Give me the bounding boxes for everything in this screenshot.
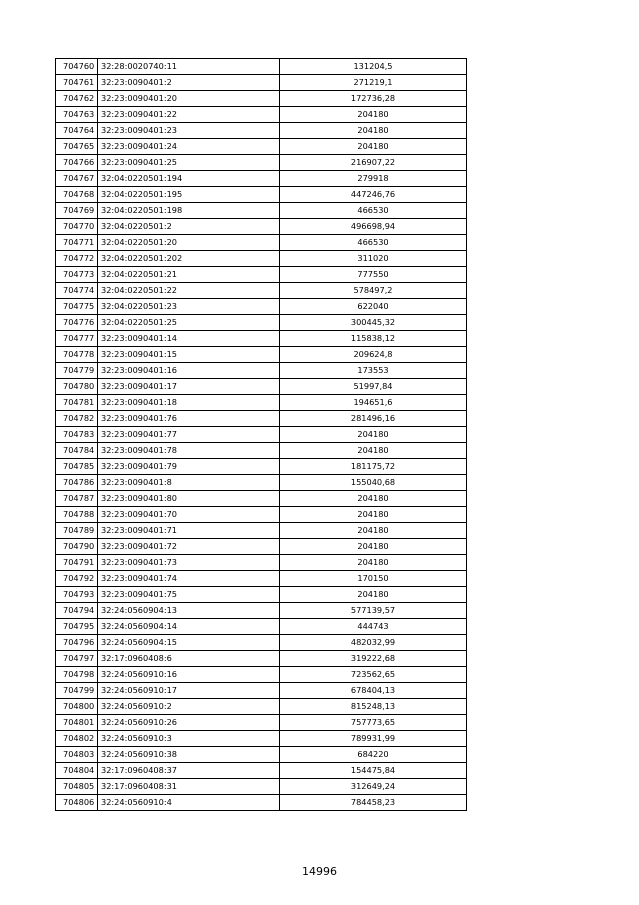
row-id-cell: 704791 (56, 555, 98, 571)
row-id-cell: 704775 (56, 299, 98, 315)
cadastral-number-cell: 32:23:0090401:75 (98, 587, 280, 603)
row-id-cell: 704786 (56, 475, 98, 491)
table-row (56, 267, 467, 283)
cadastral-table (55, 58, 467, 811)
cadastral-number-cell: 32:24:0560904:14 (98, 619, 280, 635)
row-id-cell: 704783 (56, 427, 98, 443)
cadastral-number-cell: 32:23:0090401:23 (98, 123, 280, 139)
cadastral-number-cell: 32:23:0090401:72 (98, 539, 280, 555)
row-id-cell: 704789 (56, 523, 98, 539)
row-id-cell: 704779 (56, 363, 98, 379)
cadastral-number-cell: 32:24:0560910:4 (98, 795, 280, 811)
cadastral-number-cell: 32:23:0090401:80 (98, 491, 280, 507)
cadastral-number-cell: 32:23:0090401:8 (98, 475, 280, 491)
cadastral-number-cell: 32:23:0090401:78 (98, 443, 280, 459)
row-id-cell: 704776 (56, 315, 98, 331)
value-cell: 181175,72 (280, 459, 467, 475)
value-cell: 204180 (280, 523, 467, 539)
value-cell: 115838,12 (280, 331, 467, 347)
table-row (56, 123, 467, 139)
table-row (56, 363, 467, 379)
value-cell: 204180 (280, 491, 467, 507)
table-row (56, 763, 467, 779)
row-id-cell: 704767 (56, 171, 98, 187)
table-row (56, 459, 467, 475)
value-cell: 204180 (280, 555, 467, 571)
value-cell: 204180 (280, 539, 467, 555)
cadastral-number-cell: 32:24:0560904:13 (98, 603, 280, 619)
row-id-cell: 704782 (56, 411, 98, 427)
row-id-cell: 704772 (56, 251, 98, 267)
value-cell: 482032,99 (280, 635, 467, 651)
row-id-cell: 704797 (56, 651, 98, 667)
cadastral-number-cell: 32:24:0560910:26 (98, 715, 280, 731)
cadastral-number-cell: 32:04:0220501:198 (98, 203, 280, 219)
row-id-cell: 704793 (56, 587, 98, 603)
table-row (56, 571, 467, 587)
cadastral-number-cell: 32:24:0560910:2 (98, 699, 280, 715)
cadastral-number-cell: 32:04:0220501:2 (98, 219, 280, 235)
row-id-cell: 704805 (56, 779, 98, 795)
cadastral-number-cell: 32:04:0220501:202 (98, 251, 280, 267)
row-id-cell: 704765 (56, 139, 98, 155)
value-cell: 789931,99 (280, 731, 467, 747)
cadastral-number-cell: 32:24:0560910:3 (98, 731, 280, 747)
table-row (56, 427, 467, 443)
table-row (56, 443, 467, 459)
cadastral-number-cell: 32:23:0090401:17 (98, 379, 280, 395)
cadastral-number-cell: 32:04:0220501:25 (98, 315, 280, 331)
table-row (56, 683, 467, 699)
table-row (56, 491, 467, 507)
table-row (56, 779, 467, 795)
table-row (56, 107, 467, 123)
row-id-cell: 704762 (56, 91, 98, 107)
cadastral-number-cell: 32:23:0090401:15 (98, 347, 280, 363)
row-id-cell: 704770 (56, 219, 98, 235)
row-id-cell: 704774 (56, 283, 98, 299)
table-row (56, 171, 467, 187)
cadastral-number-cell: 32:23:0090401:71 (98, 523, 280, 539)
value-cell: 300445,32 (280, 315, 467, 331)
value-cell: 194651,6 (280, 395, 467, 411)
row-id-cell: 704763 (56, 107, 98, 123)
row-id-cell: 704773 (56, 267, 98, 283)
cadastral-number-cell: 32:23:0090401:20 (98, 91, 280, 107)
value-cell: 271219,1 (280, 75, 467, 91)
value-cell: 51997,84 (280, 379, 467, 395)
cadastral-number-cell: 32:17:0960408:31 (98, 779, 280, 795)
row-id-cell: 704761 (56, 75, 98, 91)
table-row (56, 155, 467, 171)
row-id-cell: 704768 (56, 187, 98, 203)
value-cell: 204180 (280, 107, 467, 123)
value-cell: 204180 (280, 139, 467, 155)
cadastral-number-cell: 32:23:0090401:24 (98, 139, 280, 155)
row-id-cell: 704806 (56, 795, 98, 811)
table-row (56, 667, 467, 683)
row-id-cell: 704788 (56, 507, 98, 523)
row-id-cell: 704800 (56, 699, 98, 715)
table-row (56, 731, 467, 747)
table-row (56, 619, 467, 635)
value-cell: 466530 (280, 235, 467, 251)
value-cell: 577139,57 (280, 603, 467, 619)
cadastral-number-cell: 32:24:0560904:15 (98, 635, 280, 651)
row-id-cell: 704792 (56, 571, 98, 587)
table-row (56, 507, 467, 523)
table-row (56, 347, 467, 363)
value-cell: 131204,5 (280, 59, 467, 75)
value-cell: 281496,16 (280, 411, 467, 427)
row-id-cell: 704766 (56, 155, 98, 171)
row-id-cell: 704760 (56, 59, 98, 75)
table-row (56, 411, 467, 427)
cadastral-number-cell: 32:04:0220501:194 (98, 171, 280, 187)
value-cell: 209624,8 (280, 347, 467, 363)
cadastral-number-cell: 32:23:0090401:16 (98, 363, 280, 379)
table-row (56, 251, 467, 267)
value-cell: 311020 (280, 251, 467, 267)
cadastral-number-cell: 32:04:0220501:21 (98, 267, 280, 283)
value-cell: 815248,13 (280, 699, 467, 715)
value-cell: 319222,68 (280, 651, 467, 667)
row-id-cell: 704777 (56, 331, 98, 347)
value-cell: 279918 (280, 171, 467, 187)
row-id-cell: 704798 (56, 667, 98, 683)
cadastral-number-cell: 32:23:0090401:14 (98, 331, 280, 347)
table-row (56, 379, 467, 395)
table-row (56, 539, 467, 555)
value-cell: 204180 (280, 443, 467, 459)
cadastral-number-cell: 32:23:0090401:73 (98, 555, 280, 571)
row-id-cell: 704795 (56, 619, 98, 635)
table-row (56, 475, 467, 491)
value-cell: 444743 (280, 619, 467, 635)
table-row (56, 315, 467, 331)
value-cell: 447246,76 (280, 187, 467, 203)
table-row (56, 235, 467, 251)
cadastral-number-cell: 32:23:0090401:70 (98, 507, 280, 523)
table-row (56, 395, 467, 411)
value-cell: 678404,13 (280, 683, 467, 699)
row-id-cell: 704803 (56, 747, 98, 763)
table-row (56, 699, 467, 715)
value-cell: 204180 (280, 587, 467, 603)
value-cell: 496698,94 (280, 219, 467, 235)
cadastral-number-cell: 32:23:0090401:77 (98, 427, 280, 443)
cadastral-number-cell: 32:24:0560910:17 (98, 683, 280, 699)
cadastral-number-cell: 32:23:0090401:2 (98, 75, 280, 91)
cadastral-number-cell: 32:23:0090401:74 (98, 571, 280, 587)
value-cell: 578497,2 (280, 283, 467, 299)
row-id-cell: 704778 (56, 347, 98, 363)
table-row (56, 587, 467, 603)
row-id-cell: 704802 (56, 731, 98, 747)
value-cell: 204180 (280, 507, 467, 523)
table-row (56, 219, 467, 235)
value-cell: 204180 (280, 123, 467, 139)
value-cell: 723562,65 (280, 667, 467, 683)
table-row (56, 299, 467, 315)
cadastral-number-cell: 32:04:0220501:22 (98, 283, 280, 299)
row-id-cell: 704784 (56, 443, 98, 459)
table-row (56, 635, 467, 651)
value-cell: 154475,84 (280, 763, 467, 779)
value-cell: 757773,65 (280, 715, 467, 731)
row-id-cell: 704790 (56, 539, 98, 555)
table-row (56, 139, 467, 155)
value-cell: 622040 (280, 299, 467, 315)
table-row (56, 59, 467, 75)
table-row (56, 795, 467, 811)
cadastral-number-cell: 32:23:0090401:18 (98, 395, 280, 411)
table-row (56, 91, 467, 107)
cadastral-number-cell: 32:28:0020740:11 (98, 59, 280, 75)
value-cell: 466530 (280, 203, 467, 219)
table-row (56, 331, 467, 347)
cadastral-number-cell: 32:04:0220501:23 (98, 299, 280, 315)
row-id-cell: 704804 (56, 763, 98, 779)
row-id-cell: 704781 (56, 395, 98, 411)
row-id-cell: 704785 (56, 459, 98, 475)
table-row (56, 187, 467, 203)
value-cell: 204180 (280, 427, 467, 443)
value-cell: 684220 (280, 747, 467, 763)
cadastral-number-cell: 32:17:0960408:6 (98, 651, 280, 667)
value-cell: 155040,68 (280, 475, 467, 491)
row-id-cell: 704801 (56, 715, 98, 731)
value-cell: 777550 (280, 267, 467, 283)
row-id-cell: 704780 (56, 379, 98, 395)
cadastral-number-cell: 32:23:0090401:76 (98, 411, 280, 427)
table-body (56, 59, 467, 811)
value-cell: 312649,24 (280, 779, 467, 795)
table-row (56, 651, 467, 667)
table-row (56, 603, 467, 619)
cadastral-number-cell: 32:24:0560910:38 (98, 747, 280, 763)
table-row (56, 203, 467, 219)
table-row (56, 747, 467, 763)
table-row (56, 75, 467, 91)
row-id-cell: 704799 (56, 683, 98, 699)
value-cell: 172736,28 (280, 91, 467, 107)
cadastral-number-cell: 32:17:0960408:37 (98, 763, 280, 779)
row-id-cell: 704796 (56, 635, 98, 651)
value-cell: 173553 (280, 363, 467, 379)
cadastral-number-cell: 32:04:0220501:20 (98, 235, 280, 251)
cadastral-number-cell: 32:24:0560910:16 (98, 667, 280, 683)
row-id-cell: 704771 (56, 235, 98, 251)
row-id-cell: 704764 (56, 123, 98, 139)
cadastral-number-cell: 32:04:0220501:195 (98, 187, 280, 203)
cadastral-number-cell: 32:23:0090401:79 (98, 459, 280, 475)
table-row (56, 283, 467, 299)
cadastral-number-cell: 32:23:0090401:22 (98, 107, 280, 123)
cadastral-number-cell: 32:23:0090401:25 (98, 155, 280, 171)
value-cell: 216907,22 (280, 155, 467, 171)
table-row (56, 523, 467, 539)
row-id-cell: 704794 (56, 603, 98, 619)
value-cell: 784458,23 (280, 795, 467, 811)
page-number: 14996 (302, 865, 337, 878)
value-cell: 170150 (280, 571, 467, 587)
table-row (56, 715, 467, 731)
row-id-cell: 704787 (56, 491, 98, 507)
row-id-cell: 704769 (56, 203, 98, 219)
table-row (56, 555, 467, 571)
